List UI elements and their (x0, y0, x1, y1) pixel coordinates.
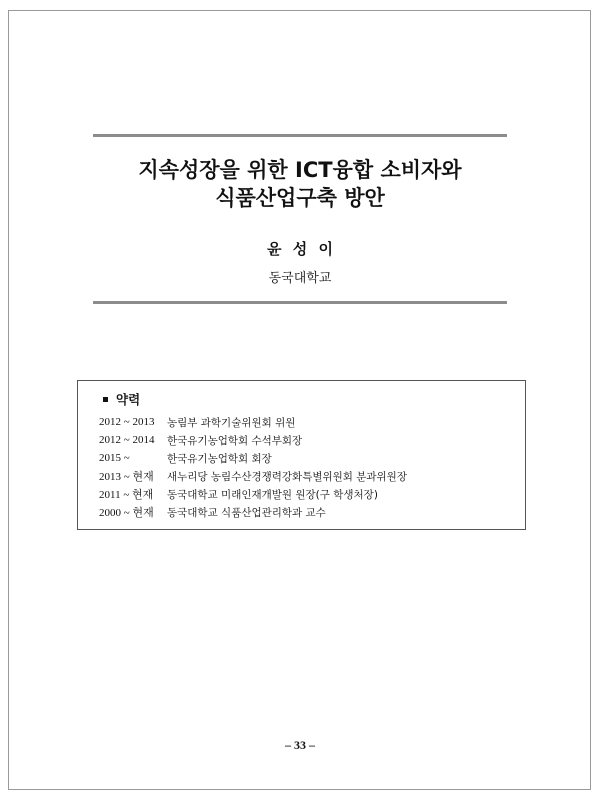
biography-period: 2012 ~ 2013 (99, 416, 155, 428)
bottom-rule (93, 301, 507, 304)
biography-entry (99, 449, 407, 467)
biography-period: 2012 ~ 2014 (99, 434, 155, 446)
biography-entry (99, 503, 407, 521)
biography-entry (99, 431, 407, 449)
biography-period: 2011 ~ 현재 (99, 489, 154, 501)
biography-description: 새누리당 농림수산경쟁력강화특별위원회 분과위원장 (167, 470, 407, 483)
author-affiliation: 동국대학교 (268, 271, 332, 286)
biography-period: 2000 ~ 현재 (99, 507, 154, 519)
title-line-2: 식품산업구축 방안 (215, 186, 385, 210)
biography-description: 동국대학교 미래인재개발원 원장(구 학생처장) (167, 488, 378, 501)
page-number: – 33 – (285, 738, 315, 752)
biography-description: 한국유기농업학회 회장 (167, 452, 272, 465)
biography-period: 2013 ~ 현재 (99, 471, 154, 483)
biography-entry (99, 413, 407, 431)
biography-description: 한국유기농업학회 수석부회장 (167, 434, 303, 447)
biography-heading (103, 390, 140, 408)
biography-entry (99, 485, 407, 503)
biography-entry (99, 467, 407, 485)
square-bullet-icon (103, 397, 108, 402)
biography-description: 동국대학교 식품산업관리학과 교수 (167, 506, 326, 519)
biography-period: 2015 ~ (99, 452, 130, 464)
top-rule (93, 134, 507, 137)
title-line-1: 지속성장을 위한 ICT융합 소비자와 (138, 158, 462, 182)
biography-heading-label: 약력 (116, 392, 141, 407)
author-name: 윤 성 이 (267, 240, 333, 258)
biography-description: 농림부 과학기술위원회 위원 (167, 416, 296, 429)
biography-list (99, 413, 407, 521)
